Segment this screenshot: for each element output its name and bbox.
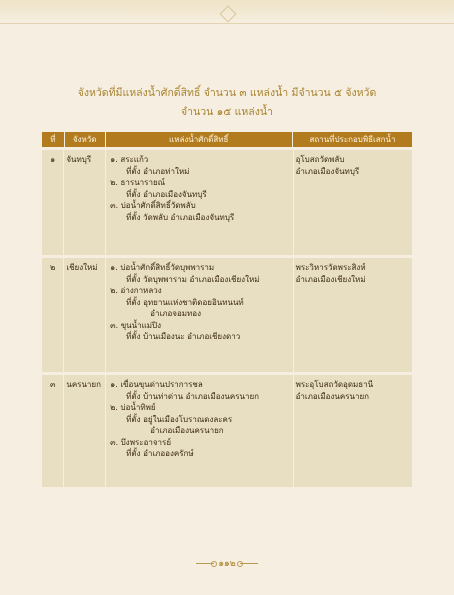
row-province: จันทบุรี: [64, 150, 106, 255]
source-location: ที่ตั้ง วัดบุพพาราม อำเภอเมืองเชียงใหม่: [126, 274, 260, 284]
table-header: [42, 132, 412, 147]
source-location: ที่ตั้ง อำเภอเมืองจันทบุรี: [126, 189, 207, 199]
footer-ornament-left-icon: [196, 563, 214, 564]
source-item: ๒. ธารนารายณ์: [110, 178, 166, 187]
place-name: พระวิหารวัดพระสิงห์: [295, 263, 366, 272]
source-item: ๒. บ่อน้ำทิพย์: [110, 403, 156, 412]
source-item: ๑. บ่อน้ำศักดิ์สิทธิ์วัดบุพพาราม: [110, 263, 215, 272]
source-location: ที่ตั้ง อยู่ในเมืองโบราณดงละคร: [126, 414, 233, 424]
table-row: [42, 258, 412, 372]
row-province: เชียงใหม่: [64, 258, 106, 372]
source-location: ที่ตั้ง บ้านท่าด่าน อำเภอเมืองนครนายก: [126, 391, 260, 401]
header-sources: แหล่งน้ำศักดิ์สิทธิ์: [106, 132, 293, 147]
source-item: ๒. อ่างกาหลวง: [110, 286, 162, 295]
place-district: อำเภอเมืองนครนายก: [295, 391, 369, 401]
source-location: ที่ตั้ง อำเภอท่าใหม่: [126, 166, 190, 176]
row-sources: [106, 258, 293, 372]
page-subtitle: จำนวน ๑๕ แหล่งน้ำ: [181, 106, 273, 118]
source-item: ๓. บึงพระอาจารย์: [110, 437, 172, 447]
source-location: ที่ตั้ง อุทยานแห่งชาติดอยอินทนนท์: [126, 297, 244, 307]
top-divider: [0, 23, 454, 24]
row-sources: [106, 150, 293, 255]
row-sources: [106, 375, 293, 487]
place-name: อุโบสถวัดพลับ: [295, 155, 345, 164]
source-item: ๑. เขื่อนขุนด่านปราการชล: [110, 380, 203, 389]
page-number: ๑๑๒: [218, 559, 236, 569]
header-number: ที่: [42, 132, 65, 147]
header-ceremony-place: สถานที่ประกอบพิธีเสกน้ำ: [309, 134, 396, 144]
row-ceremony-place: [294, 375, 412, 487]
row-number: ๒: [42, 258, 64, 372]
source-location-cont: อำเภอจอมทอง: [150, 309, 202, 318]
source-location: ที่ตั้ง บ้านเมืองนะ อำเภอเชียงดาว: [126, 332, 241, 341]
row-ceremony-place: [294, 150, 412, 255]
source-location: ที่ตั้ง วัดพลับ อำเภอเมืองจันทบุรี: [126, 212, 235, 222]
source-location-cont: อำเภอเมืองนครนายก: [150, 426, 224, 435]
row-number: ๓: [42, 375, 64, 487]
page-title: จังหวัดที่มีแหล่งน้ำศักดิ์สิทธิ์ จำนวน ๓ แหล่งน้ำ มีจำนวน ๕ จังหวัด: [77, 87, 377, 99]
source-item: ๓. บ่อน้ำศักดิ์สิทธิ์วัดพลับ: [110, 201, 196, 210]
row-number: ๑: [42, 150, 64, 255]
row-province: นครนายก: [64, 375, 106, 487]
footer-ornament-right-icon: [240, 563, 258, 564]
source-location: ที่ตั้ง อำเภอองครักษ์: [126, 449, 194, 458]
source-item: ๓. ขุนน้ำแม่ปิง: [110, 320, 162, 330]
header-province: จังหวัด: [65, 132, 106, 147]
place-district: อำเภอเมืองจันทบุรี: [295, 166, 360, 176]
sources-table: [42, 132, 412, 487]
place-district: อำเภอเมืองเชียงใหม่: [295, 274, 366, 284]
table-row: [42, 375, 412, 487]
page-footer: [0, 556, 454, 570]
place-name: พระอุโบสถวัดอุดมธานี: [295, 380, 374, 389]
source-item: ๑. สระแก้ว: [110, 155, 149, 164]
table-row: [42, 150, 412, 255]
row-ceremony-place: [294, 258, 412, 372]
